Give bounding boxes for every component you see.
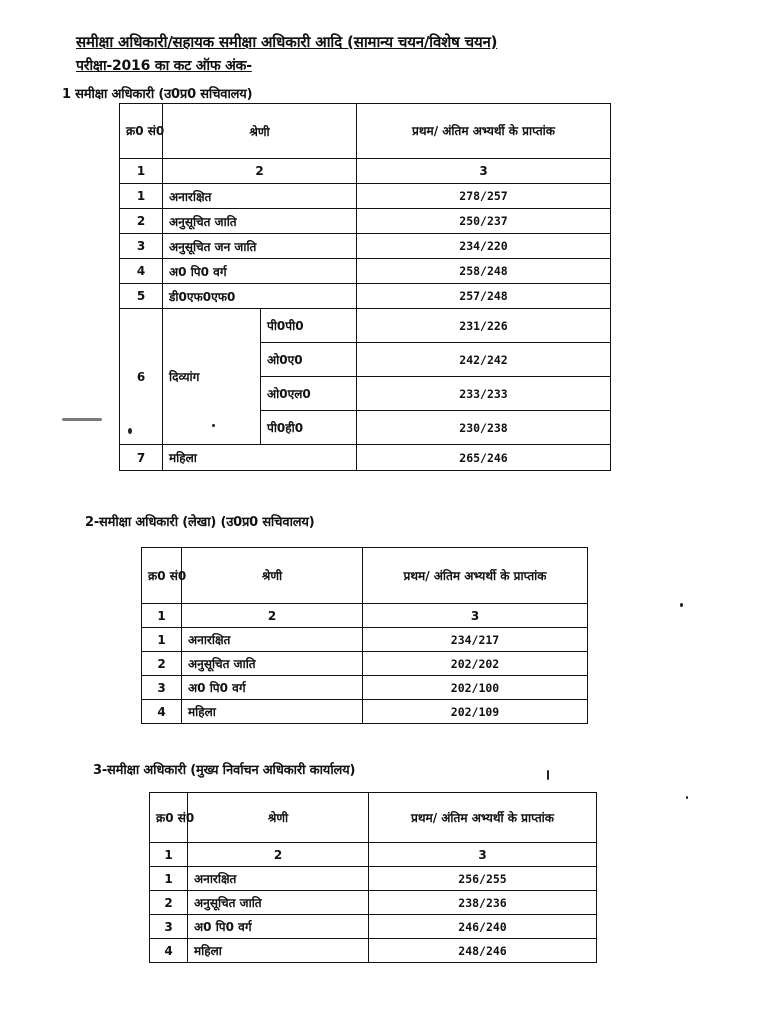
row-marks: 257/248	[357, 284, 611, 309]
row-sn: 3	[120, 234, 163, 259]
scan-speck	[128, 428, 132, 434]
row-category: अनुसूचित जाति	[182, 652, 363, 676]
row-category: अनुसूचित जाति	[188, 891, 369, 915]
row-marks: 250/237	[357, 209, 611, 234]
scan-smudge	[62, 418, 102, 421]
header-sn: क्र0 सं0	[120, 104, 163, 159]
column-number-row	[150, 843, 597, 867]
row-sn: 3	[150, 915, 188, 939]
table-row	[120, 445, 611, 471]
table-row	[142, 700, 588, 724]
row-sn: 4	[142, 700, 182, 724]
row-sn: 4	[150, 939, 188, 963]
section1-title: 1 समीक्षा अधिकारी (उ0प्र0 सचिवालय)	[62, 87, 253, 102]
row-category: अ0 पि0 वर्ग	[182, 676, 363, 700]
column-number-row	[120, 159, 611, 184]
scan-speck	[686, 796, 688, 799]
column-number-row	[142, 604, 588, 628]
col-num: 1	[120, 159, 163, 184]
scan-speck	[680, 603, 683, 607]
row-category: अनुसूचित जाति	[163, 209, 357, 234]
row-sn: 6	[120, 309, 163, 445]
header-category: श्रेणी	[163, 104, 357, 159]
subcategory: पी0पी0	[261, 309, 357, 343]
row-marks: 233/233	[357, 377, 611, 411]
row-marks: 238/236	[369, 891, 597, 915]
table-row	[120, 184, 611, 209]
table-row	[150, 891, 597, 915]
table-row	[150, 939, 597, 963]
row-marks: 265/246	[357, 445, 611, 471]
row-category: अनुसूचित जन जाति	[163, 234, 357, 259]
row-category: महिला	[163, 445, 357, 471]
scan-speck	[547, 770, 549, 780]
col-num: 3	[363, 604, 588, 628]
table-row	[142, 676, 588, 700]
row-sn: 5	[120, 284, 163, 309]
row-marks: 202/109	[363, 700, 588, 724]
section3-title: 3-समीक्षा अधिकारी (मुख्य निर्वाचन अधिकारी कार्यालय)	[93, 763, 356, 778]
row-sn: 1	[142, 628, 182, 652]
header-category: श्रेणी	[182, 548, 363, 604]
row-marks: 246/240	[369, 915, 597, 939]
table-row	[120, 209, 611, 234]
subcategory: ओ0एल0	[261, 377, 357, 411]
table-row	[150, 867, 597, 891]
row-marks: 248/246	[369, 939, 597, 963]
col-num: 1	[150, 843, 188, 867]
header-category: श्रेणी	[188, 793, 369, 843]
row-sn: 3	[142, 676, 182, 700]
row-category: महिला	[188, 939, 369, 963]
col-num: 2	[188, 843, 369, 867]
table-header-row	[150, 793, 597, 843]
table-row	[120, 234, 611, 259]
row-category: अनारक्षित	[182, 628, 363, 652]
row-category: अ0 पि0 वर्ग	[163, 259, 357, 284]
document-title: समीक्षा अधिकारी/सहायक समीक्षा अधिकारी आदि (सामान्य चयन/विशेष चयन)	[76, 33, 498, 51]
header-sn: क्र0 सं0	[142, 548, 182, 604]
row-sn: 1	[120, 184, 163, 209]
subcategory: पी0ही0	[261, 411, 357, 445]
header-marks: प्रथम/ अंतिम अभ्यर्थी के प्राप्तांक	[357, 104, 611, 159]
row-marks: 242/242	[357, 343, 611, 377]
table-row	[120, 284, 611, 309]
row-category: अनारक्षित	[163, 184, 357, 209]
cutoff-table-1	[119, 103, 611, 471]
row-marks: 278/257	[357, 184, 611, 209]
row-marks: 202/202	[363, 652, 588, 676]
table-row	[120, 309, 611, 343]
table-row	[142, 628, 588, 652]
row-sn: 2	[150, 891, 188, 915]
row-category: अ0 पि0 वर्ग	[188, 915, 369, 939]
document-subtitle: परीक्षा-2016 का कट ऑफ अंक-	[76, 58, 252, 74]
table-header-row	[120, 104, 611, 159]
row-marks: 202/100	[363, 676, 588, 700]
row-sn: 2	[120, 209, 163, 234]
row-category: दिव्यांग	[163, 309, 261, 445]
row-sn: 1	[150, 867, 188, 891]
table-row	[150, 915, 597, 939]
cutoff-table-2	[141, 547, 588, 724]
cutoff-table-3	[149, 792, 597, 963]
col-num: 1	[142, 604, 182, 628]
header-marks: प्रथम/ अंतिम अभ्यर्थी के प्राप्तांक	[369, 793, 597, 843]
row-category: अनारक्षित	[188, 867, 369, 891]
row-sn: 2	[142, 652, 182, 676]
scan-speck	[212, 424, 215, 427]
row-marks: 230/238	[357, 411, 611, 445]
row-category: महिला	[182, 700, 363, 724]
row-marks: 258/248	[357, 259, 611, 284]
table-header-row	[142, 548, 588, 604]
col-num: 3	[369, 843, 597, 867]
table-row	[142, 652, 588, 676]
col-num: 3	[357, 159, 611, 184]
row-marks: 234/217	[363, 628, 588, 652]
row-category: डी0एफ0एफ0	[163, 284, 357, 309]
col-num: 2	[163, 159, 357, 184]
row-sn: 4	[120, 259, 163, 284]
row-marks: 256/255	[369, 867, 597, 891]
table-row	[120, 259, 611, 284]
subcategory: ओ0ए0	[261, 343, 357, 377]
row-marks: 234/220	[357, 234, 611, 259]
header-sn: क्र0 सं0	[150, 793, 188, 843]
header-marks: प्रथम/ अंतिम अभ्यर्थी के प्राप्तांक	[363, 548, 588, 604]
row-sn: 7	[120, 445, 163, 471]
col-num: 2	[182, 604, 363, 628]
section2-title: 2-समीक्षा अधिकारी (लेखा) (उ0प्र0 सचिवालय)	[85, 515, 315, 530]
row-marks: 231/226	[357, 309, 611, 343]
